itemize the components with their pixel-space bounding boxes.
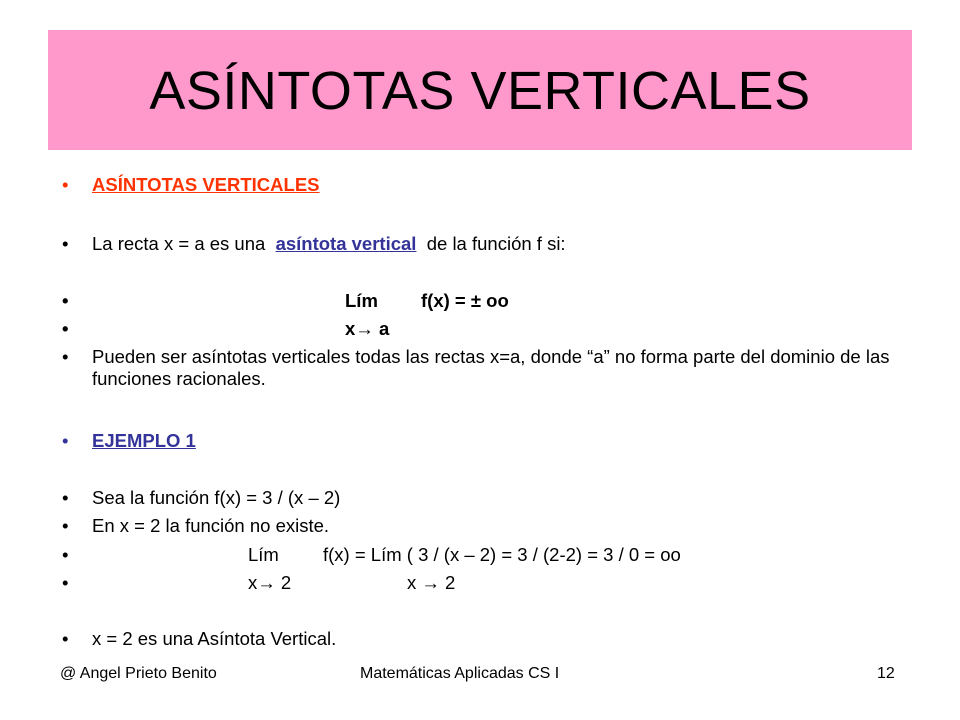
bullet-icon: • (62, 515, 69, 536)
bullet-icon: • (62, 487, 69, 508)
bullet-icon: • (62, 346, 69, 367)
approach-variable: x (345, 318, 356, 339)
bullet-icon: • (62, 572, 69, 593)
footer-page-number: 12 (877, 665, 895, 682)
footer-author: @ Angel Prieto Benito (60, 665, 217, 682)
explanation-paragraph: Pueden ser asíntotas verticales todas las rectas x=a, donde “a” no forma parte del dominio de las funciones racionales. (92, 346, 890, 389)
bullet-icon: • (62, 318, 69, 339)
limit-label: Lím (345, 290, 378, 311)
example-limit-label: Lím (248, 544, 279, 565)
arrow-right-icon: → (257, 572, 276, 593)
approach-expression (345, 318, 389, 340)
example-note: En x = 2 la función no existe. (92, 515, 330, 536)
example-approach-target: 2 (445, 572, 456, 593)
example-limit-expression: f(x) = Lím ( 3 / (x – 2) = 3 / (2-2) = 3 / 0 = oo (323, 544, 681, 565)
bullet-icon: • (62, 628, 69, 649)
example-function: Sea la función f(x) = 3 / (x – 2) (92, 487, 341, 508)
arrow-right-icon: → (421, 572, 440, 593)
title-banner (48, 30, 912, 150)
bullet-icon: • (62, 544, 69, 565)
example-approach-variable: x (248, 572, 258, 593)
arrow-right-icon: → (355, 318, 374, 339)
slide-title: ASÍNTOTAS VERTICALES (149, 61, 811, 121)
section-heading: ASÍNTOTAS VERTICALES (92, 174, 320, 195)
bullet-icon: • (62, 233, 69, 254)
definition-line (92, 233, 566, 255)
definition-suffix: de la función f si: (426, 233, 566, 254)
footer-course: Matemáticas Aplicadas CS I (360, 665, 560, 682)
definition-term: asíntota vertical (275, 233, 417, 254)
definition-prefix: La recta x = a es una (92, 233, 266, 254)
example-heading: EJEMPLO 1 (92, 430, 196, 451)
example-approach-target: 2 (280, 572, 292, 593)
example-approach-2 (407, 572, 455, 594)
limit-expression: f(x) = ± oo (421, 290, 509, 311)
bullet-icon: • (62, 290, 69, 311)
conclusion: x = 2 es una Asíntota Vertical. (92, 628, 337, 649)
example-approach-variable: x (407, 572, 417, 593)
example-approach-1 (248, 572, 291, 594)
bullet-icon: • (62, 174, 69, 195)
bullet-icon: • (62, 430, 69, 451)
approach-target: a (378, 318, 390, 339)
